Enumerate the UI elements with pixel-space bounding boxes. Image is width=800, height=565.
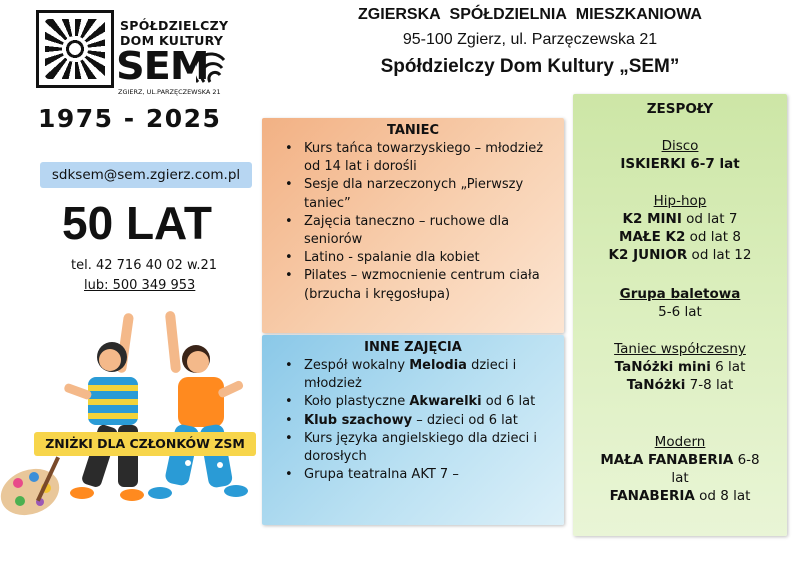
- ballet-label: Grupa baletowa: [619, 286, 741, 302]
- modern-dance-group: TaNóżki mini 6 lat: [614, 359, 746, 375]
- logo-line-1: SPÓŁDZIELCZY: [120, 18, 229, 33]
- list-item: • Zajęcia taneczno – ruchowe dla seniorów: [302, 213, 564, 249]
- email-link[interactable]: sdksem@sem.zgierz.com.pl: [40, 162, 252, 188]
- page-title: Spółdzielczy Dom Kultury „SEM”: [380, 56, 680, 77]
- hiphop-group: K2 MINI od lat 7: [622, 211, 738, 227]
- hiphop-group: K2 JUNIOR od lat 12: [608, 247, 752, 263]
- hiphop-group: MAŁE K2 od lat 8: [619, 229, 741, 245]
- other-activities-title: INNE ZAJĘCIA: [364, 340, 462, 355]
- modern-dance-label: Taniec współczesny: [614, 341, 746, 357]
- list-item: • Sesje dla narzeczonych „Pierwszy taniec”: [302, 176, 564, 212]
- anniversary-heading: 50 LAT: [62, 197, 212, 249]
- phone-number: tel. 42 716 40 02 w.21: [71, 258, 218, 273]
- list-item: • Kurs języka angielskiego dla dzieci i dorosłych: [302, 430, 564, 466]
- dance-section-title: TANIEC: [386, 123, 440, 138]
- dance-list: [262, 140, 564, 304]
- list-item: • Grupa teatralna AKT 7 –: [302, 466, 564, 484]
- list-item: • Koło plastyczne Akwarelki od 6 lat: [302, 393, 564, 411]
- other-activities-list: [262, 357, 564, 484]
- disco-label: Disco: [661, 138, 699, 154]
- modern-dance-group: TaNóżki 7-8 lat: [626, 377, 734, 393]
- groups-section: [573, 94, 787, 536]
- modern-group-unit: lat: [671, 470, 689, 486]
- ornament-pattern-icon: [36, 10, 114, 88]
- phone-alt-link[interactable]: lub: 500 349 953: [84, 278, 196, 293]
- member-discount-badge: ZNIŻKI DLA CZŁONKÓW ZSM: [34, 432, 256, 456]
- dance-section: [262, 118, 564, 333]
- logo-arcs-icon: [196, 50, 226, 84]
- list-item: • Latino - spalanie dla kobiet: [302, 249, 564, 267]
- organization-name: ZGIERSKA SPÓŁDZIELNIA MIESZKANIOWA: [358, 6, 702, 23]
- modern-group: FANABERIA od 8 lat: [609, 488, 751, 504]
- list-item: • Klub szachowy – dzieci od 6 lat: [302, 412, 564, 430]
- child-left-icon: [63, 313, 144, 501]
- child-right-icon: [148, 311, 248, 499]
- organization-address: 95-100 Zgierz, ul. Parzęczewska 21: [402, 31, 658, 48]
- other-activities-section: [262, 335, 564, 525]
- modern-label: Modern: [654, 434, 706, 450]
- sem-logo: [36, 10, 229, 96]
- logo-line-2: DOM KULTURY: [120, 33, 224, 48]
- logo-address: ZGIERZ, UL.PARZĘCZEWSKA 21: [118, 88, 221, 96]
- list-item: • Kurs tańca towarzyskiego – młodzież od 14 lat i dorośli: [302, 140, 564, 176]
- logo-mark: SEM: [116, 44, 209, 88]
- groups-title: ZESPOŁY: [646, 101, 714, 117]
- list-item: • Pilates – wzmocnienie centrum ciała (brzucha i kręgosłupa): [302, 267, 564, 303]
- modern-group: MAŁA FANABERIA 6-8: [600, 452, 760, 468]
- disco-group: ISKIERKI 6-7 lat: [620, 156, 740, 172]
- ballet-age: 5-6 lat: [658, 304, 702, 320]
- list-item: • Zespół wokalny Melodia dzieci i młodzież: [302, 357, 564, 393]
- hiphop-label: Hip-hop: [653, 193, 707, 209]
- art-palette-icon: [0, 456, 66, 520]
- years-range: 1975 - 2025: [38, 104, 222, 133]
- dancing-children-illustration: [0, 305, 260, 520]
